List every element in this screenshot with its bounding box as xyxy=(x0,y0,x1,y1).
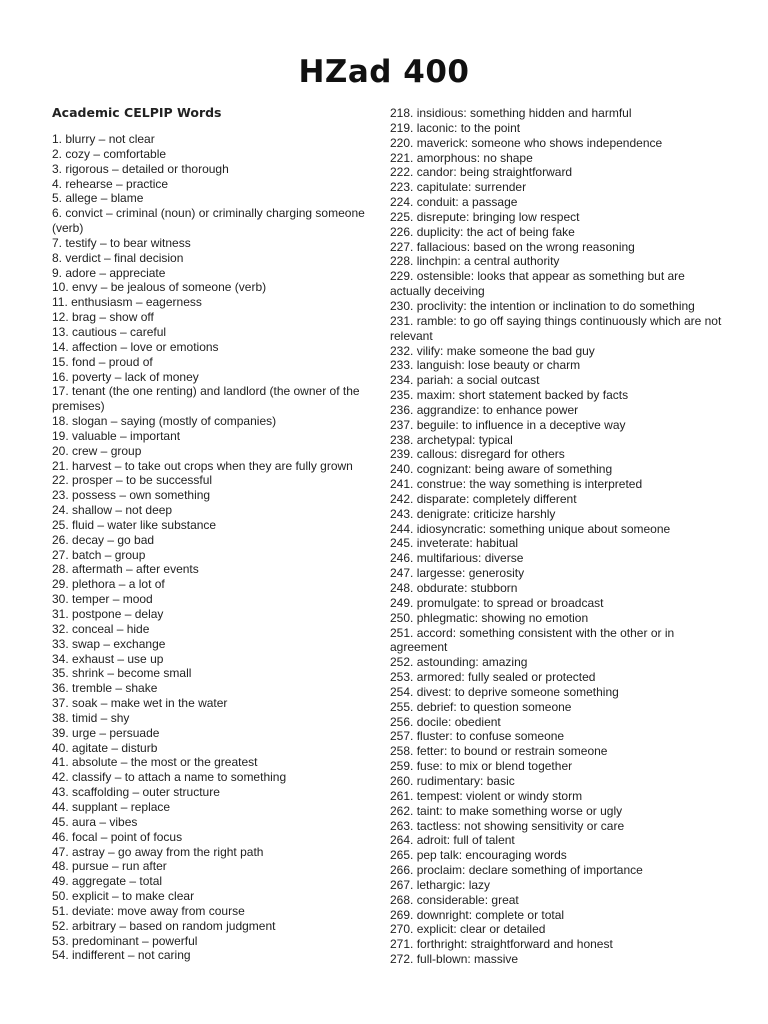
word-entry: 249. promulgate: to spread or broadcast xyxy=(390,595,604,610)
word-entry: 6. convict – criminal (noun) or criminally charging someone (verb) xyxy=(52,206,365,236)
word-entry: 33. swap – exchange xyxy=(52,636,166,651)
word-entry: 252. astounding: amazing xyxy=(390,655,528,670)
word-entry: 246. multifarious: diverse xyxy=(390,551,524,566)
word-entry: 39. urge – persuade xyxy=(52,725,160,740)
word-entry: 49. aggregate – total xyxy=(52,874,163,889)
word-entry: 7. testify – to bear witness xyxy=(52,235,191,250)
word-entry: 243. denigrate: criticize harshly xyxy=(390,506,556,521)
word-entry: 224. conduit: a passage xyxy=(390,195,518,210)
word-entry: 248. obdurate: stubborn xyxy=(390,581,518,595)
word-entry: 17. tenant (the one renting) and landlord (the owner of the premises) xyxy=(52,384,360,414)
word-entry: 261. tempest: violent or windy storm xyxy=(390,788,583,803)
word-entry: 5. allege – blame xyxy=(52,191,144,206)
word-entry: 46. focal – point of focus xyxy=(52,829,183,844)
word-entry: 242. disparate: completely different xyxy=(390,491,577,506)
word-entry: 244. idiosyncratic: something unique about someone xyxy=(390,521,671,536)
word-entry: 21. harvest – to take out crops when they are fully grown xyxy=(52,458,353,473)
word-entry: 238. archetypal: typical xyxy=(390,432,513,447)
word-entry: 257. fluster: to confuse someone xyxy=(390,729,565,744)
word-entry: 239. callous: disregard for others xyxy=(390,447,565,462)
word-entry: 19. valuable – important xyxy=(52,428,181,443)
word-entry: 45. aura – vibes xyxy=(52,814,138,829)
word-entry: 23. possess – own something xyxy=(52,488,211,503)
word-entry: 259. fuse: to mix or blend together xyxy=(390,759,573,774)
word-entry: 34. exhaust – use up xyxy=(52,651,164,666)
word-entry: 47. astray – go away from the right path xyxy=(52,844,264,859)
word-entry: 263. tactless: not showing sensitivity or care xyxy=(390,818,625,833)
word-entry: 260. rudimentary: basic xyxy=(390,773,515,788)
word-entry: 227. fallacious: based on the wrong reasoning xyxy=(390,239,635,254)
word-entry: 48. pursue – run after xyxy=(52,859,167,874)
word-entry: 11. enthusiasm – eagerness xyxy=(52,295,202,310)
word-entry: 54. indifferent – not caring xyxy=(52,948,191,963)
section-heading: Academic CELPIP Words xyxy=(52,105,222,120)
word-entry: 53. predominant – powerful xyxy=(52,933,198,948)
word-entry: 266. proclaim: declare something of importance xyxy=(390,863,643,878)
word-entry: 229. ostensible: looks that appear as something but are actually deceiving xyxy=(390,269,685,299)
word-entry: 247. largesse: generosity xyxy=(390,566,525,581)
word-entry: 269. downright: complete or total xyxy=(390,907,565,922)
word-entry: 262. taint: to make something worse or ugly xyxy=(390,803,623,818)
word-entry: 31. postpone – delay xyxy=(52,607,164,621)
word-entry: 265. pep talk: encouraging words xyxy=(390,848,567,863)
word-entry: 237. beguile: to influence in a deceptive way xyxy=(390,417,626,432)
word-entry: 44. supplant – replace xyxy=(52,799,171,814)
right-column xyxy=(390,106,725,967)
word-entry: 240. cognizant: being aware of something xyxy=(390,462,613,477)
word-entry: 221. amorphous: no shape xyxy=(390,150,533,165)
word-entry: 241. construe: the way something is interpreted xyxy=(390,477,643,492)
word-entry: 236. aggrandize: to enhance power xyxy=(390,402,579,417)
word-entry: 50. explicit – to make clear xyxy=(52,889,195,904)
word-entry: 258. fetter: to bound or restrain someone xyxy=(390,744,608,759)
word-entry: 219. laconic: to the point xyxy=(390,120,521,135)
word-entry: 232. vilify: make someone the bad guy xyxy=(390,343,595,358)
left-column xyxy=(52,106,374,963)
word-entry: 18. slogan – saying (mostly of companies) xyxy=(52,414,277,429)
word-entry: 267. lethargic: lazy xyxy=(390,877,491,892)
word-entry: 25. fluid – water like substance xyxy=(52,517,217,532)
word-entry: 8. verdict – final decision xyxy=(52,250,184,265)
word-entry: 29. plethora – a lot of xyxy=(52,577,165,592)
word-entry: 228. linchpin: a central authority xyxy=(390,254,560,269)
word-entry: 218. insidious: something hidden and harmful xyxy=(390,106,632,120)
word-entry: 52. arbitrary – based on random judgment xyxy=(52,918,276,933)
word-entry: 15. fond – proud of xyxy=(52,354,153,369)
word-entry: 2. cozy – comfortable xyxy=(52,146,167,161)
word-entry: 264. adroit: full of talent xyxy=(390,833,515,848)
word-entry: 271. forthright: straightforward and honest xyxy=(390,937,613,952)
word-entry: 26. decay – go bad xyxy=(52,532,155,547)
word-entry: 250. phlegmatic: showing no emotion xyxy=(390,610,589,625)
page-title: HZad 400 xyxy=(298,54,470,90)
word-entry: 28. aftermath – after events xyxy=(52,562,199,577)
word-list-left xyxy=(52,132,374,963)
word-entry: 37. soak – make wet in the water xyxy=(52,696,228,711)
word-entry: 14. affection – love or emotions xyxy=(52,339,219,354)
word-entry: 9. adore – appreciate xyxy=(52,265,166,280)
word-entry: 41. absolute – the most or the greatest xyxy=(52,755,258,770)
word-entry: 233. languish: lose beauty or charm xyxy=(390,358,581,373)
word-entry: 230. proclivity: the intention or inclination to do something xyxy=(390,298,695,313)
word-entry: 255. debrief: to question someone xyxy=(390,699,572,714)
word-entry: 42. classify – to attach a name to something xyxy=(52,770,287,785)
word-entry: 235. maxim: short statement backed by facts xyxy=(390,388,629,403)
word-entry: 1. blurry – not clear xyxy=(52,132,155,146)
word-entry: 13. cautious – careful xyxy=(52,324,167,339)
word-entry: 24. shallow – not deep xyxy=(52,503,173,518)
word-entry: 22. prosper – to be successful xyxy=(52,473,213,488)
word-entry: 40. agitate – disturb xyxy=(52,740,158,755)
word-entry: 254. divest: to deprive someone something xyxy=(390,684,619,699)
word-list-right xyxy=(390,106,725,967)
word-entry: 16. poverty – lack of money xyxy=(52,369,199,384)
word-entry: 231. ramble: to go off saying things continuously which are not relevant xyxy=(390,313,722,343)
word-entry: 36. tremble – shake xyxy=(52,681,158,696)
word-entry: 268. considerable: great xyxy=(390,892,519,907)
word-entry: 32. conceal – hide xyxy=(52,621,150,636)
word-entry: 38. timid – shy xyxy=(52,710,130,725)
word-entry: 272. full-blown: massive xyxy=(390,952,519,967)
word-entry: 4. rehearse – practice xyxy=(52,176,169,191)
word-entry: 270. explicit: clear or detailed xyxy=(390,922,546,937)
word-entry: 234. pariah: a social outcast xyxy=(390,373,540,388)
word-entry: 27. batch – group xyxy=(52,547,146,562)
word-entry: 256. docile: obedient xyxy=(390,714,501,729)
word-entry: 251. accord: something consistent with the other or in agreement xyxy=(390,625,675,655)
word-entry: 223. capitulate: surrender xyxy=(390,180,527,195)
word-entry: 51. deviate: move away from course xyxy=(52,903,245,918)
word-entry: 12. brag – show off xyxy=(52,310,154,325)
word-entry: 253. armored: fully sealed or protected xyxy=(390,670,596,685)
word-entry: 222. candor: being straightforward xyxy=(390,165,573,180)
word-entry: 225. disrepute: bringing low respect xyxy=(390,209,580,224)
word-entry: 220. maverick: someone who shows independence xyxy=(390,135,663,150)
word-entry: 30. temper – mood xyxy=(52,592,153,607)
word-entry: 226. duplicity: the act of being fake xyxy=(390,224,575,239)
word-entry: 3. rigorous – detailed or thorough xyxy=(52,161,229,176)
word-entry: 43. scaffolding – outer structure xyxy=(52,785,220,800)
word-entry: 20. crew – group xyxy=(52,443,142,458)
word-entry: 245. inveterate: habitual xyxy=(390,536,519,551)
word-entry: 35. shrink – become small xyxy=(52,666,192,681)
word-entry: 10. envy – be jealous of someone (verb) xyxy=(52,280,267,295)
